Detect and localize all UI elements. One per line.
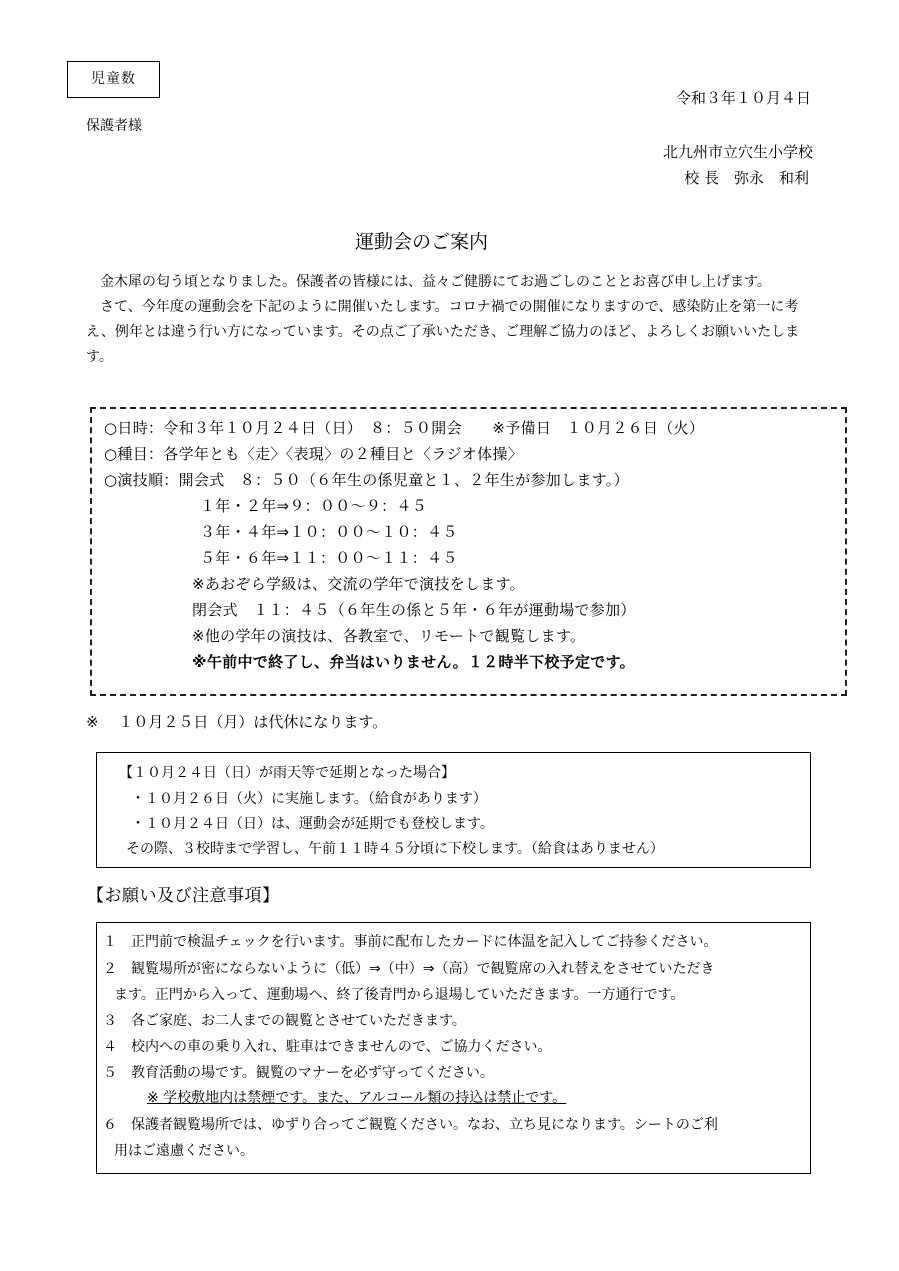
intro-paragraph-1: 金木犀の匂う頃となりました。保護者の皆様には、益々ご健勝にてお過ごしのこととお喜び申し上げます。 (100, 274, 771, 290)
event-details-box (90, 407, 847, 696)
rain-item-1: ・１０月２６日（火）に実施します。（給食があります） (131, 791, 487, 807)
school-name: 北九州市立穴生小学校 (662, 143, 813, 161)
rain-item-2: ・１０月２４日（日）は、運動会が延期でも登校します。 (131, 816, 494, 832)
order-item-aozora: ※あおぞら学級は、交流の学年で演技をします。 (192, 575, 525, 593)
notice-item-2-line-1: ２ 観覧場所が密にならないように（低）⇒（中）⇒（高）で観覧席の入れ替えをさせていただき (103, 961, 715, 977)
notice-item-2-line-2: ます。正門から入って、運動場へ、終了後青門から退場していただきます。一方通行です。 (114, 987, 685, 1003)
notice-item-5: ５ 教育活動の場です。観覧のマナーを必ず守ってください。 (103, 1065, 494, 1081)
holiday-note: ※ １０月２５日（月）は代休になります。 (86, 713, 388, 731)
rain-plan-box (96, 752, 811, 868)
notice-item-4: ４ 校内への車の乗り入れ、駐車はできませんので、ご協力ください。 (103, 1039, 552, 1055)
rain-note: その際、３校時まで学習し、午前１１時４５分頃に下校します。（給食はありません） (126, 841, 664, 857)
principal-name: 校 長 弥永 和利 (684, 169, 809, 187)
notice-item-6-line-1: ６ 保護者観覧場所では、ゆずり合ってご観覧ください。なお、立ち見になります。シートのご利 (103, 1117, 718, 1133)
order-item-grade-3-4: ３年・４年⇒１０：００～１０：４５ (200, 523, 458, 541)
detail-order-label: ○演技順：開会式 ８：５０（６年生の係児童と１、２年生が参加します。） (104, 471, 629, 489)
recipient: 保護者様 (86, 118, 142, 134)
order-item-closing: 閉会式 １１：４５（６年生の係と５年・６年が運動場で参加） (192, 601, 636, 619)
rain-heading: 【１０月２４日（日）が雨天等で延期となった場合】 (119, 765, 455, 781)
notice-item-5-smoking-note: ※ 学校敷地内は禁煙です。また、アルコール類の持込は禁止です。 (147, 1090, 567, 1106)
intro-text (86, 270, 810, 370)
order-item-remote: ※他の学年の演技は、各教室で、リモートで観覧します。 (192, 627, 586, 645)
notice-title: 【お願い及び注意事項】 (87, 886, 280, 906)
order-item-grade-1-2: １年・２年⇒９：００～９：４５ (200, 497, 428, 515)
order-item-grade-5-6: ５年・６年⇒１１：００～１１：４５ (200, 549, 458, 567)
notice-box (96, 922, 811, 1174)
notice-item-6-line-2: 用はご遠慮ください。 (114, 1143, 254, 1159)
student-count-box: 児童数 (67, 61, 160, 98)
bold-end-note: ※午前中で終了し、弁当はいりません。１２時半下校予定です。 (192, 653, 635, 671)
detail-events: ○種目：各学年とも〈走〉〈表現〉の２種目と〈ラジオ体操〉 (104, 445, 523, 463)
intro-paragraph-2: さて、今年度の運動会を下記のように開催いたします。コロナ禍での開催になりますので、感染防止を第一に考え、例年とは違う行い方になっています。その点ご了承いただき、ご理解ご協力のほど、よろしくお願いいたします。 (86, 299, 800, 365)
detail-datetime: ○日時：令和３年１０月２４日（日） ８：５０開会 ※予備日 １０月２６日（火） (104, 419, 705, 437)
notice-item-1: １ 正門前で検温チェックを行います。事前に配布したカードに体温を記入してご持参ください。 (103, 934, 718, 950)
notice-item-3: ３ 各ご家庭、お二人までの観覧とさせていただきます。 (103, 1013, 466, 1029)
page-title: 運動会のご案内 (354, 231, 488, 253)
issue-date: 令和３年１０月４日 (675, 89, 811, 107)
